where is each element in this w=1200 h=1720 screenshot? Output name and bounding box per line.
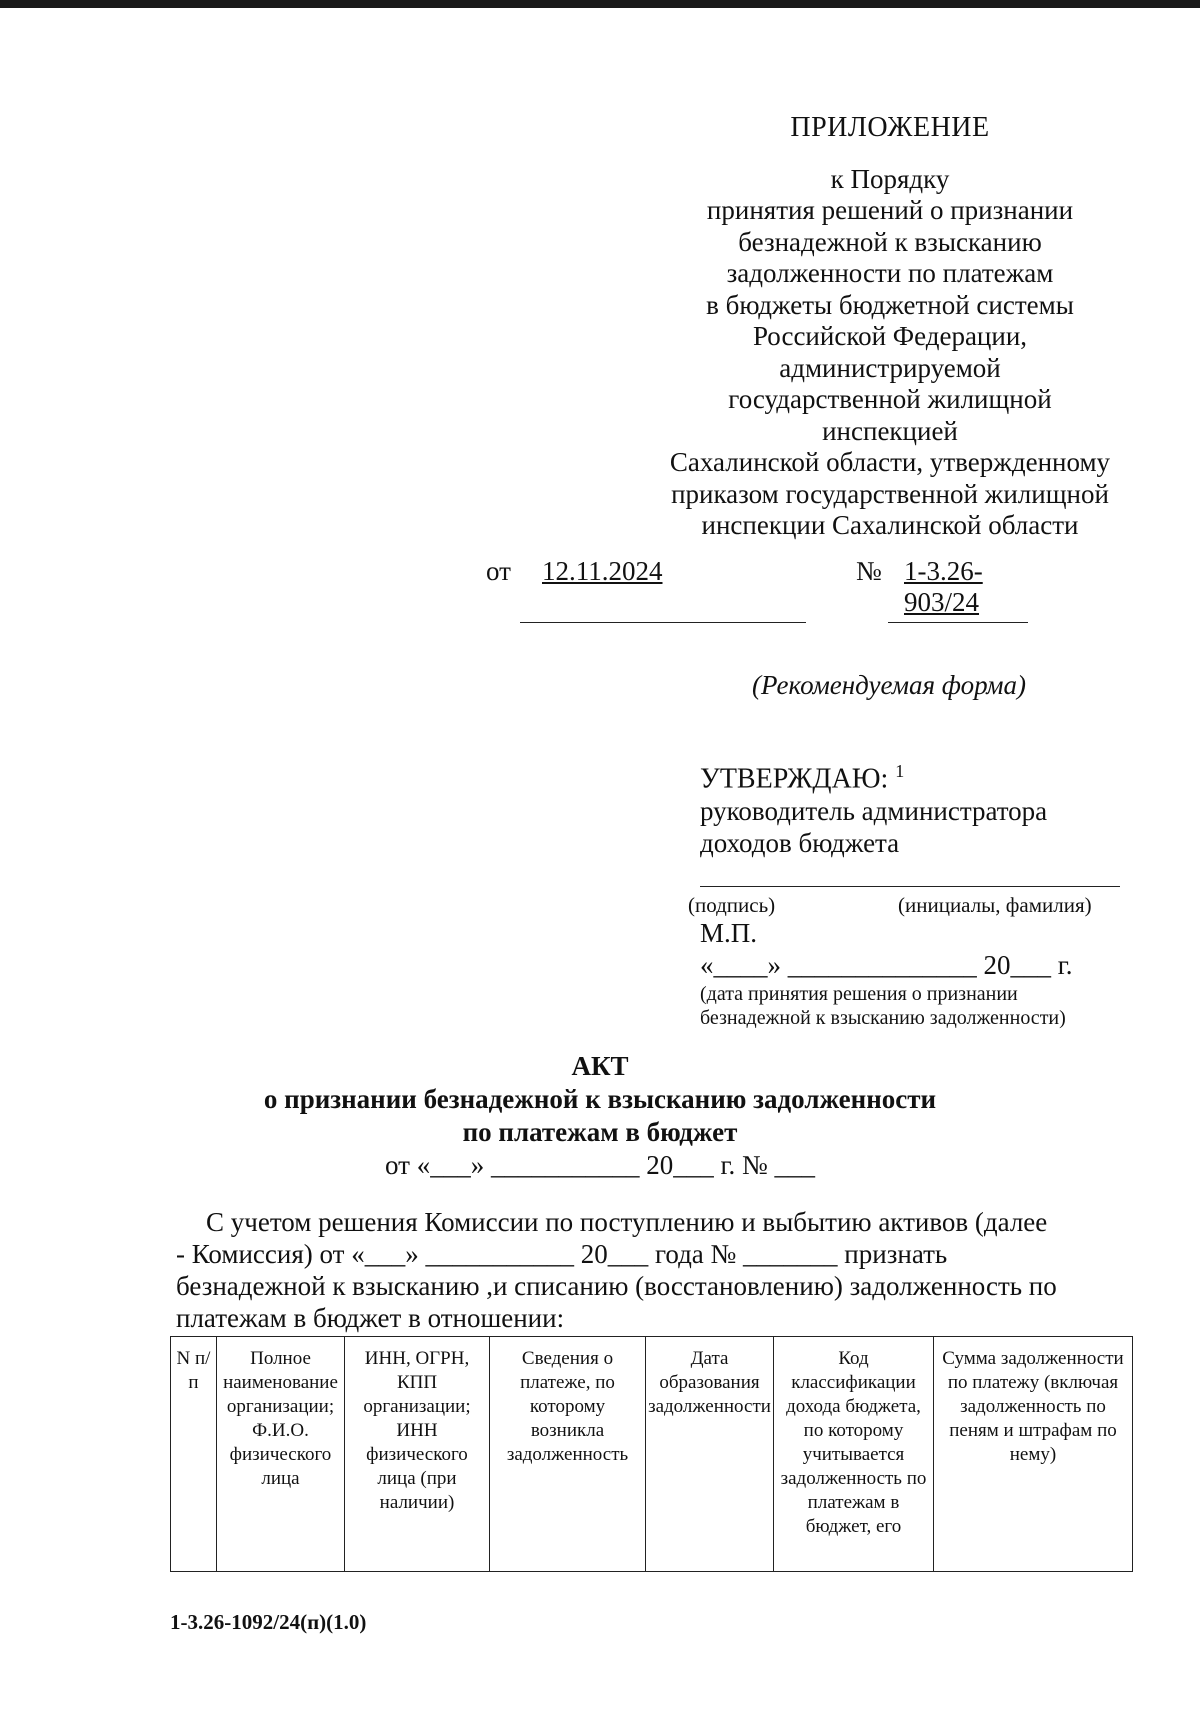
name-label: (инициалы, фамилия) [898, 893, 1092, 917]
appendix-line: к Порядку [830, 163, 950, 194]
approval-date-note-line2: безнадежной к взысканию задолженности) [700, 1007, 1066, 1029]
stamp-place: М.П. [700, 918, 758, 948]
order-number [904, 556, 983, 618]
approval-date-template: «____» ______________ 20___ г. [700, 950, 1073, 980]
intro-line: - Комиссия) от «___» ___________ 20___ года № _______ признать [176, 1239, 948, 1269]
approval-block [700, 755, 1140, 859]
appendix-line: задолженности по платежам [726, 258, 1054, 288]
appendix-line: инспекцией [822, 415, 958, 446]
act-subtitle-line2: по платежам в бюджет [462, 1117, 738, 1147]
intro-paragraph [176, 1206, 1124, 1334]
act-date-line: от «___» ___________ 20___ г. № ___ [385, 1150, 815, 1180]
header-cell-payment: Сведения о платеже, по которому возникла задолженность [490, 1337, 646, 1572]
appendix-line: инспекции Сахалинской области [701, 510, 1079, 540]
order-number-line1: 1-3.26- [904, 556, 983, 586]
appendix-heading: ПРИЛОЖЕНИЕ [790, 112, 990, 143]
act-heading-block [0, 1050, 1200, 1182]
approval-title [700, 755, 1140, 795]
appendix-line: государственной жилищной [728, 384, 1052, 414]
appendix-line: в бюджеты бюджетной системы [706, 289, 1074, 320]
appendix-block [620, 112, 1160, 542]
approval-date-note [700, 982, 1140, 1030]
date-underline [520, 622, 806, 623]
signature-label: (подпись) [688, 893, 776, 917]
appendix-line: администрируемой [779, 352, 1001, 383]
appendix-line: безнадежной к взысканию [738, 226, 1042, 257]
document-code: 1-3.26-1092/24(п)(1.0) [170, 1610, 367, 1634]
act-subtitle-line1: о признании безнадежной к взысканию задолженности [263, 1084, 937, 1114]
intro-line: С учетом решения Комиссии по поступлению и выбытию активов (далее [206, 1207, 1048, 1237]
header-cell-name: Полное наименование организации; Ф.И.О. физического лица [217, 1337, 345, 1572]
appendix-line: приказом государственной жилищной [671, 478, 1109, 509]
header-cell-date: Дата образования задолженности [646, 1337, 774, 1572]
appendix-line: принятия решений о признании [706, 195, 1074, 225]
debt-table [170, 1336, 1133, 1572]
number-prefix: № [856, 556, 882, 586]
order-number-line2: 903/24 [904, 587, 980, 617]
table-header-row [171, 1337, 1133, 1572]
approval-date-note-line1: (дата принятия решения о признании [700, 983, 1018, 1005]
act-title: АКТ [571, 1051, 629, 1081]
appendix-line: Российской Федерации, [752, 321, 1028, 351]
approval-title-text: УТВЕРЖДАЮ: [700, 763, 889, 795]
date-prefix: от [486, 556, 511, 586]
header-cell-number: N п/п [171, 1337, 217, 1572]
header-cell-code: Код классификации дохода бюджета, по которому учитывается задолженность по платежам в бюджет, его [774, 1337, 934, 1572]
approval-position-line1: руководитель администратора [700, 796, 1048, 827]
order-date: 12.11.2024 [542, 556, 663, 586]
recommended-form-note: (Рекомендуемая форма) [752, 670, 1026, 700]
signature-line [700, 886, 1120, 887]
header-cell-amount: Сумма задолженности по платежу (включая задолженность по пеням и штрафам по нему) [934, 1337, 1133, 1572]
scan-top-edge [0, 0, 1200, 8]
approval-position-line2: доходов бюджета [700, 828, 900, 859]
order-date-number-line [486, 556, 1026, 622]
header-cell-inn: ИНН, ОГРН, КПП организации; ИНН физического лица (при наличии) [345, 1337, 490, 1572]
number-underline [888, 622, 1028, 623]
footnote-mark: 1 [895, 761, 905, 781]
intro-line: безнадежной к взысканию ,и списанию (восстановлению) задолженность по [176, 1271, 1057, 1301]
intro-line: платежам в бюджет в отношении: [176, 1303, 565, 1333]
appendix-line: Сахалинской области, утвержденному [669, 447, 1111, 477]
